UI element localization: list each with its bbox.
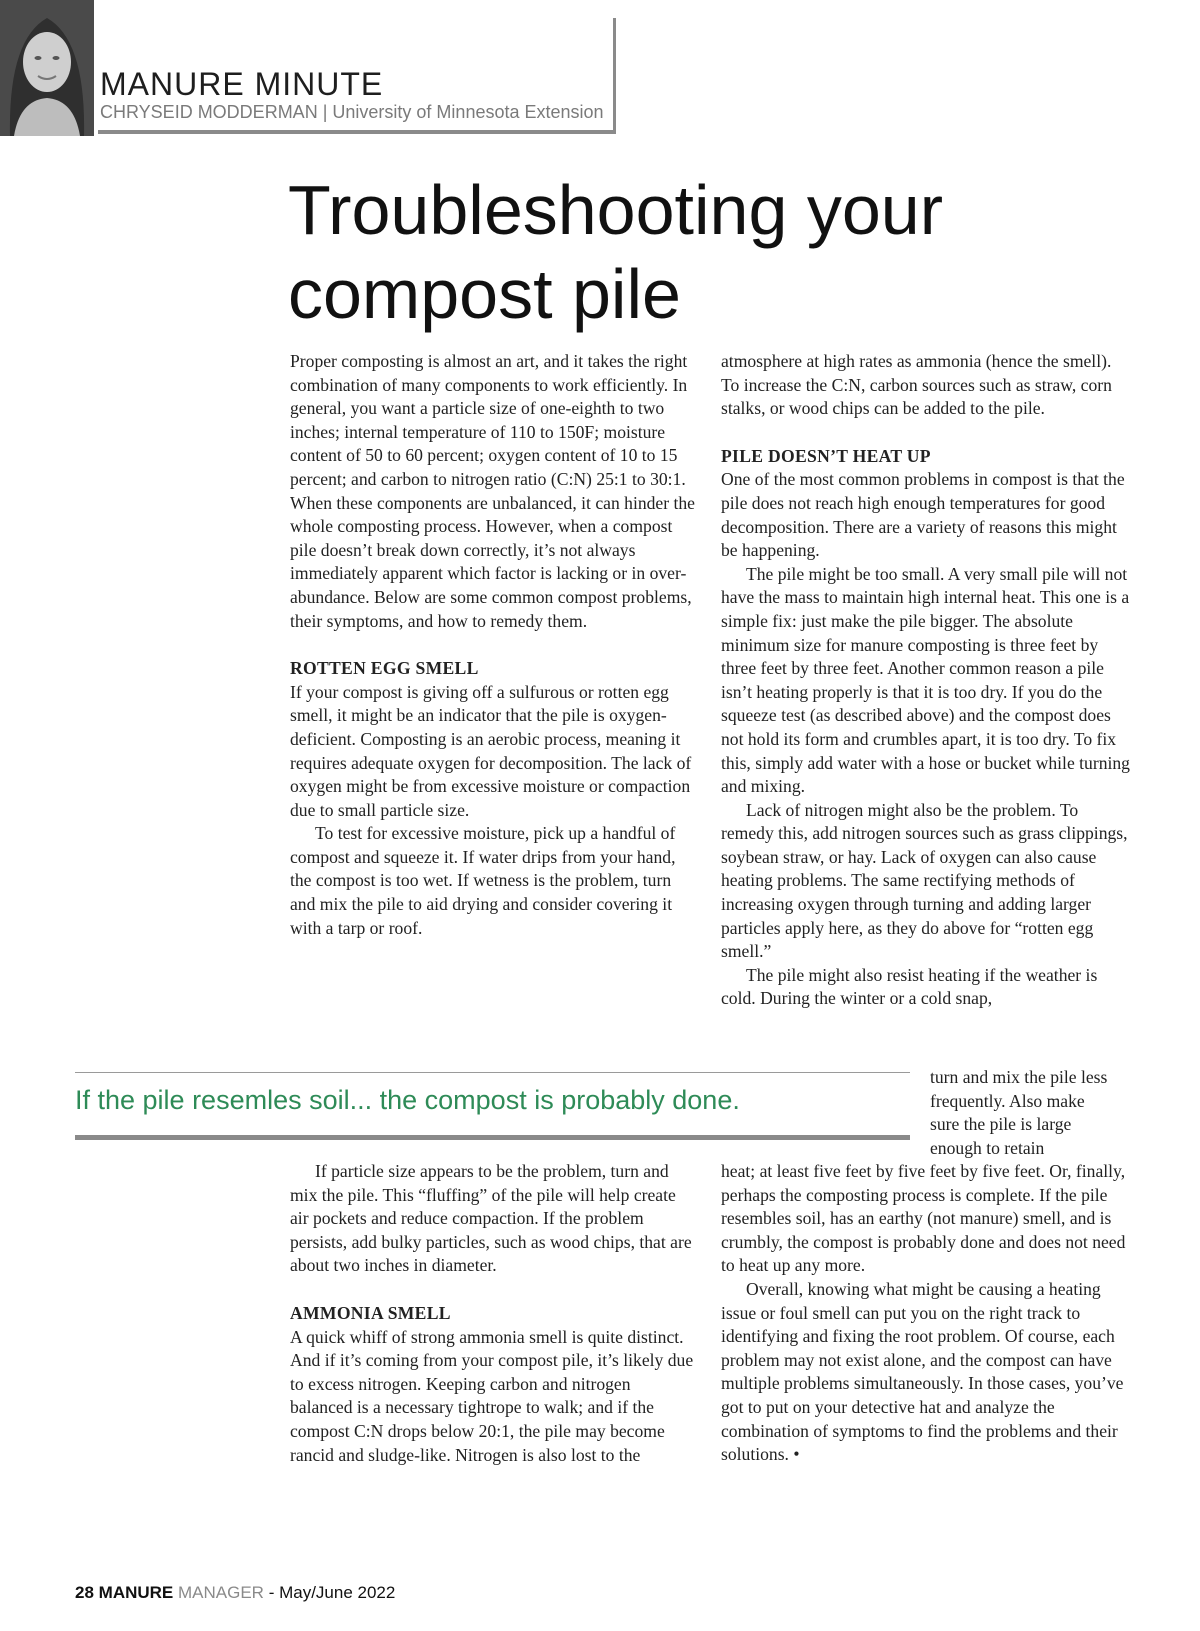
pull-quote: If the pile resemles soil... the compost is probably done. — [75, 1085, 740, 1115]
pull-quote-bottom-rule — [75, 1135, 910, 1140]
article-title — [288, 168, 1048, 336]
section-heading-rotten-egg: ROTTEN EGG SMELL — [290, 658, 479, 679]
body-paragraph: The pile might also resist heating if the weather is cold. During the winter or a cold snap, — [721, 964, 1098, 1009]
body-paragraph: To test for excessive moisture, pick up a handful of compost and squeeze it. If water drips from your hand, the compost is too wet. If wetness is the problem, turn and mix the pile to aid drying and consider covering it with a tarp or roof. — [290, 823, 676, 938]
header-horizontal-rule — [98, 130, 616, 134]
column-2-top — [721, 350, 1131, 1011]
author-photo — [0, 0, 94, 136]
column-2-bottom — [721, 1160, 1131, 1467]
pull-quote-top-rule — [75, 1072, 910, 1073]
issue-date: - May/June 2022 — [268, 1583, 396, 1602]
page-number: 28 — [75, 1583, 94, 1602]
section-heading-no-heat: PILE DOESN’T HEAT UP — [721, 445, 931, 466]
wrapped-text: turn and mix the pile less frequently. Also make sure the pile is large enough to retain — [930, 1067, 1108, 1158]
body-paragraph: heat; at least five feet by five feet by five feet. Or, finally, perhaps the composting process is complete. If the pile resembles soil, has an earthy (not manure) smell, and is crumbly, the compost is probably done and does not need to heat up any more. — [721, 1161, 1126, 1276]
column-1-bottom — [290, 1160, 695, 1467]
brand-bold: MANURE — [98, 1583, 174, 1602]
body-paragraph: The pile might be too small. A very small pile will not have the mass to maintain high internal heat. This one is a simple fix: just make the pile bigger. The absolute minimum size for manure composting is three feet by three feet by three feet. Another common reason a pile isn’t heating properly is that it is too dry. If you do the squeeze test (as described above) and the compost does not hold its form and crumbles apart, it is too dry. To fix this, simply add water with a hose or bucket while turning and mixing. — [721, 563, 1130, 797]
intro-paragraph: Proper composting is almost an art, and it takes the right combination of many components to work efficiently. In general, you want a particle size of one-eighth to two inches; internal temperature of 110 to 150F; moisture content of 50 to 60 percent; oxygen content of 10 to 15 percent; and carbon to nitrogen ratio (C:N) 25:1 to 30:1. When these components are unbalanced, it can hinder the whole composting process. However, when a compost pile doesn’t break down correctly, it’s not always immediately apparent which factor is lacking or in over-abundance. Below are some common compost problems, their symptoms, and how to remedy them. — [290, 351, 695, 631]
column-name: MANURE MINUTE — [100, 66, 384, 102]
section-heading-ammonia: AMMONIA SMELL — [290, 1302, 451, 1323]
author-affiliation: University of Minnesota Extension — [332, 102, 604, 122]
body-paragraph: One of the most common problems in compost is that the pile does not reach high enough temperatures for good decomposition. There are a variety of reasons this might be happening. — [721, 469, 1125, 561]
author-name: CHRYSEID MODDERMAN — [100, 102, 318, 122]
body-paragraph: Overall, knowing what might be causing a heating issue or foul smell can put you on the right track to identifying and fixing the root problem. Of course, each problem may not exist alone, and the compost can have multiple problems simultaneously. In those cases, you’ve got to put on your detective hat and analyze the combination of symptoms to find the problems and their solutions. • — [721, 1278, 1124, 1465]
column-1-top — [290, 350, 695, 940]
body-paragraph: If particle size appears to be the problem, turn and mix the pile. This “fluffing” of the pile will help create air pockets and reduce compaction. If the problem persists, add bulky particles, such as wood chips, that are about two inches in diameter. — [290, 1161, 692, 1276]
title-line-1: Troubleshooting your — [288, 171, 944, 249]
byline-separator: | — [322, 102, 328, 122]
byline — [100, 101, 604, 123]
body-paragraph: If your compost is giving off a sulfurous or rotten egg smell, it might be an indicator that the pile is oxygen-deficient. Composting is an aerobic process, meaning it requires adequate oxygen for decomposition. The lack of oxygen might be from excessive moisture or compaction due to small particle size. — [290, 681, 692, 820]
header-vertical-rule — [613, 18, 616, 134]
body-paragraph: A quick whiff of strong ammonia smell is quite distinct. And if it’s coming from your compost pile, it’s likely due to excess nitrogen. Keeping carbon and nitrogen balanced is a necessary tightrope to walk; and if the compost C:N drops below 20:1, the pile may become rancid and sludge-like. Nitrogen is also lost to the — [290, 1326, 694, 1465]
title-line-2: compost pile — [288, 255, 681, 333]
brand-light: MANAGER — [178, 1583, 264, 1602]
page-footer — [75, 1583, 395, 1603]
body-paragraph: atmosphere at high rates as ammonia (hence the smell). To increase the C:N, carbon sources such as straw, corn stalks, or wood chips can be added to the pile. — [721, 351, 1112, 419]
body-paragraph: Lack of nitrogen might also be the problem. To remedy this, add nitrogen sources such as grass clippings, soybean straw, or hay. Lack of oxygen can also cause heating problems. The same rectifying methods of increasing oxygen through turning and adding larger particles apply here, as they do above for “rotten egg smell.” — [721, 799, 1128, 962]
